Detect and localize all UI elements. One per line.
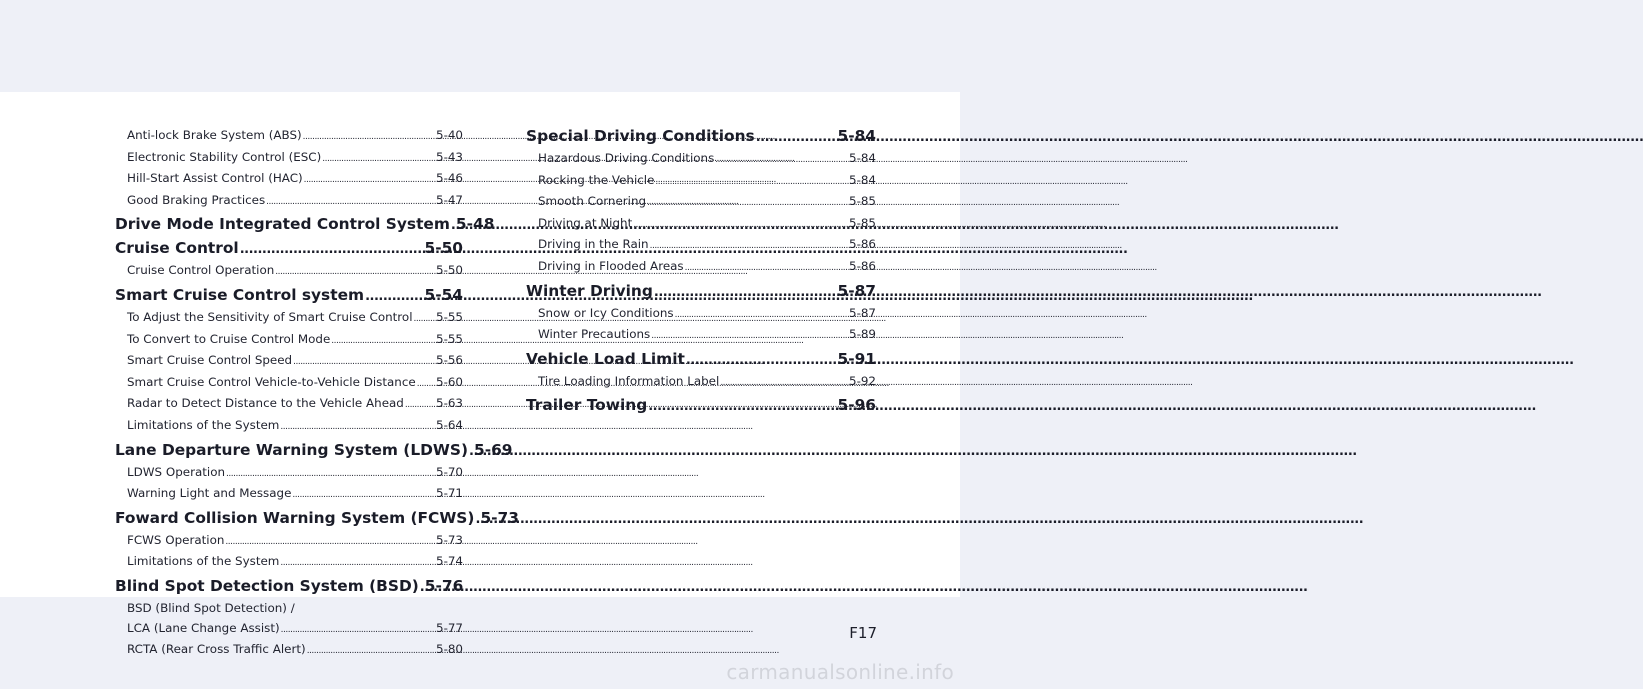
toc-subsection-entry[interactable] <box>526 325 876 347</box>
toc-entry-page: 5-77 <box>436 620 463 635</box>
toc-entry-title: FCWS Operation <box>127 532 225 547</box>
toc-entry-page: 5-84 <box>849 172 876 187</box>
toc-entry-page: 5-55 <box>436 331 463 346</box>
toc-entry-title: To Adjust the Sensitivity of Smart Cruise Control <box>127 309 413 324</box>
toc-entry-title: Smart Cruise Control Vehicle-to-Vehicle Distance <box>127 374 416 389</box>
toc-entry-page: 5-64 <box>436 417 463 432</box>
dot-leader <box>414 310 435 330</box>
dot-leader <box>420 577 424 598</box>
toc-entry-title: Trailer Towing <box>526 396 648 415</box>
dot-leader <box>655 173 848 193</box>
dot-leader <box>647 194 848 214</box>
page-number: F17 <box>849 624 877 642</box>
toc-entry-title: LDWS Operation <box>127 464 226 479</box>
dot-leader <box>648 396 836 417</box>
dot-leader <box>417 375 435 395</box>
toc-subsection-entry[interactable] <box>115 373 463 395</box>
toc-subsection-entry[interactable] <box>115 463 463 485</box>
toc-entry-page: 5-84 <box>849 151 876 165</box>
toc-subsection-entry[interactable] <box>115 552 463 574</box>
toc-entry-title: RCTA (Rear Cross Traffic Alert) <box>127 642 306 657</box>
toc-entry-page: 5-50 <box>436 263 463 278</box>
toc-right-column <box>526 126 876 418</box>
toc-entry-title: Cruise Control <box>115 239 239 258</box>
toc-entry-page: 5-73 <box>436 532 463 547</box>
dot-leader <box>654 282 837 303</box>
toc-entry-title: Cruise Control Operation <box>127 263 275 278</box>
dot-leader <box>281 621 435 641</box>
toc-entry-page: 5-86 <box>849 237 876 252</box>
toc-entry-title: Warning Light and Message <box>127 486 292 501</box>
dot-leader <box>304 171 435 191</box>
toc-entry-title: Driving at Night <box>538 215 633 230</box>
toc-entry-page: 5-96 <box>837 396 876 415</box>
toc-subsection-entry[interactable] <box>115 599 463 619</box>
toc-entry-page: 5-73 <box>480 508 519 527</box>
toc-entry-page: 5-85 <box>849 194 876 209</box>
dot-leader <box>303 128 435 148</box>
toc-entry-title: Blind Spot Detection System (BSD) <box>115 576 419 595</box>
toc-entry-page: 5-60 <box>436 374 463 389</box>
toc-entry-title: Smooth Cornering <box>538 194 647 209</box>
toc-subsection-entry[interactable] <box>115 351 463 373</box>
toc-section-entry[interactable] <box>526 126 876 148</box>
dot-leader <box>322 150 435 170</box>
toc-entry-title: Winter Driving <box>526 281 653 300</box>
toc-section-entry[interactable] <box>115 285 463 307</box>
toc-subsection-entry[interactable] <box>526 171 876 193</box>
toc-subsection-entry[interactable] <box>115 619 463 641</box>
toc-subsection-entry[interactable] <box>526 214 876 236</box>
toc-entry-title: BSD (Blind Spot Detection) / <box>127 600 295 615</box>
toc-entry-title: Special Driving Conditions <box>526 127 755 145</box>
dot-leader <box>650 237 848 257</box>
toc-section-entry[interactable] <box>526 281 876 303</box>
dot-leader <box>756 127 837 148</box>
toc-entry-page: 5-76 <box>424 576 464 595</box>
toc-subsection-entry[interactable] <box>115 416 463 438</box>
toc-subsection-entry[interactable] <box>115 484 463 506</box>
toc-entry-page: 5-89 <box>849 327 876 342</box>
toc-entry-title: Smart Cruise Control system <box>115 285 365 304</box>
dot-leader <box>633 216 848 236</box>
toc-subsection-entry[interactable] <box>115 308 463 330</box>
dot-leader <box>293 353 435 373</box>
toc-subsection-entry[interactable] <box>526 149 876 171</box>
dot-leader <box>280 554 435 574</box>
dot-leader <box>240 239 424 260</box>
toc-entry-page: 5-47 <box>436 192 463 207</box>
dot-leader <box>307 642 435 662</box>
dot-leader <box>225 533 435 553</box>
toc-entry-page: 5-48 <box>455 215 495 234</box>
toc-entry-title: Tire Loading Information Label <box>538 373 720 388</box>
dot-leader <box>686 350 837 371</box>
toc-entry-title: Foward Collision Warning System (FCWS) <box>115 508 475 527</box>
toc-entry-page: 5-54 <box>424 285 463 304</box>
toc-section-entry[interactable] <box>115 238 463 260</box>
dot-leader <box>405 396 435 416</box>
toc-left-column <box>115 126 519 662</box>
dot-leader <box>685 259 848 279</box>
toc-entry-title: LCA (Lane Change Assist) <box>127 620 280 635</box>
watermark: carmanualsonline.info <box>726 660 954 684</box>
toc-section-entry[interactable] <box>526 349 876 371</box>
dot-leader <box>720 374 848 394</box>
toc-entry-title: Hill-Start Assist Control (HAC) <box>127 171 303 186</box>
toc-subsection-entry[interactable] <box>115 640 463 662</box>
toc-subsection-entry[interactable] <box>526 372 876 394</box>
toc-entry-page: 5-46 <box>436 171 463 186</box>
dot-leader <box>331 332 435 352</box>
toc-subsection-entry[interactable] <box>115 148 463 170</box>
dot-leader <box>475 509 479 530</box>
toc-entry-title: Snow or Icy Conditions <box>538 305 674 320</box>
toc-entry-page: 5-56 <box>436 353 463 368</box>
toc-entry-title: Rocking the Vehicle <box>538 172 655 187</box>
dot-leader <box>226 465 435 485</box>
toc-subsection-entry[interactable] <box>115 394 463 416</box>
toc-entry-page: 5-92 <box>849 373 876 388</box>
toc-entry-page: 5-70 <box>436 464 463 479</box>
toc-entry-title: Smart Cruise Control Speed <box>127 353 293 368</box>
dot-leader <box>275 263 435 283</box>
toc-section-entry[interactable] <box>115 576 463 598</box>
dot-leader <box>651 327 848 347</box>
toc-subsection-entry[interactable] <box>526 257 876 279</box>
dot-leader <box>266 193 435 213</box>
toc-entry-title: Limitations of the System <box>127 554 280 569</box>
toc-entry-title: Anti-lock Brake System (ABS) <box>127 128 302 142</box>
toc-subsection-entry[interactable] <box>115 191 463 213</box>
toc-entry-page: 5-71 <box>436 486 463 501</box>
toc-entry-page: 5-80 <box>436 642 463 657</box>
toc-entry-title: Limitations of the System <box>127 417 280 432</box>
toc-entry-title: Lane Departure Warning System (LDWS) <box>115 440 468 459</box>
toc-entry-title: Winter Precautions <box>538 327 651 342</box>
toc-subsection-entry[interactable] <box>526 304 876 326</box>
toc-subsection-entry[interactable] <box>115 330 463 352</box>
toc-section-entry[interactable] <box>115 214 495 236</box>
toc-entry-page: 5-85 <box>849 215 876 230</box>
toc-section-entry[interactable] <box>115 508 519 530</box>
toc-entry-title: Vehicle Load Limit <box>526 349 685 368</box>
toc-entry-page: 5-86 <box>849 258 876 273</box>
dot-leader <box>469 441 473 462</box>
toc-entry-page: 5-91 <box>837 349 876 368</box>
toc-subsection-entry[interactable] <box>115 261 463 283</box>
toc-entry-page: 5-55 <box>436 309 463 324</box>
toc-entry-page: 5-87 <box>837 281 876 300</box>
toc-subsection-entry[interactable] <box>526 235 876 257</box>
toc-entry-page: 5-43 <box>436 149 463 164</box>
toc-entry-page: 5-87 <box>849 305 876 320</box>
toc-subsection-entry[interactable] <box>115 126 463 148</box>
dot-leader <box>280 418 435 438</box>
toc-entry-title: Good Braking Practices <box>127 192 266 207</box>
toc-entry-page: 5-40 <box>436 128 463 142</box>
toc-entry-title: Drive Mode Integrated Control System <box>115 215 450 234</box>
toc-entry-page: 5-74 <box>436 554 463 569</box>
toc-section-entry[interactable] <box>115 440 513 462</box>
dot-leader <box>365 286 423 307</box>
dot-leader <box>715 151 848 171</box>
toc-entry-page: 5-69 <box>474 440 513 459</box>
toc-entry-title: Hazardous Driving Conditions <box>538 151 715 165</box>
dot-leader <box>675 306 848 326</box>
toc-entry-title: Driving in Flooded Areas <box>538 258 684 273</box>
toc-subsection-entry[interactable] <box>115 169 463 191</box>
toc-subsection-entry[interactable] <box>526 192 876 214</box>
toc-entry-title: Radar to Detect Distance to the Vehicle Ahead <box>127 396 404 411</box>
toc-entry-title: Driving in the Rain <box>538 237 649 252</box>
toc-section-entry[interactable] <box>526 395 876 417</box>
dot-leader <box>451 215 455 236</box>
toc-entry-title: Electronic Stability Control (ESC) <box>127 149 322 164</box>
toc-subsection-entry[interactable] <box>115 531 463 553</box>
dot-leader <box>292 486 435 506</box>
toc-entry-title: To Convert to Cruise Control Mode <box>127 331 331 346</box>
toc-entry-page: 5-84 <box>837 127 876 145</box>
toc-entry-page: 5-50 <box>424 239 463 258</box>
toc-entry-page: 5-63 <box>436 396 463 411</box>
